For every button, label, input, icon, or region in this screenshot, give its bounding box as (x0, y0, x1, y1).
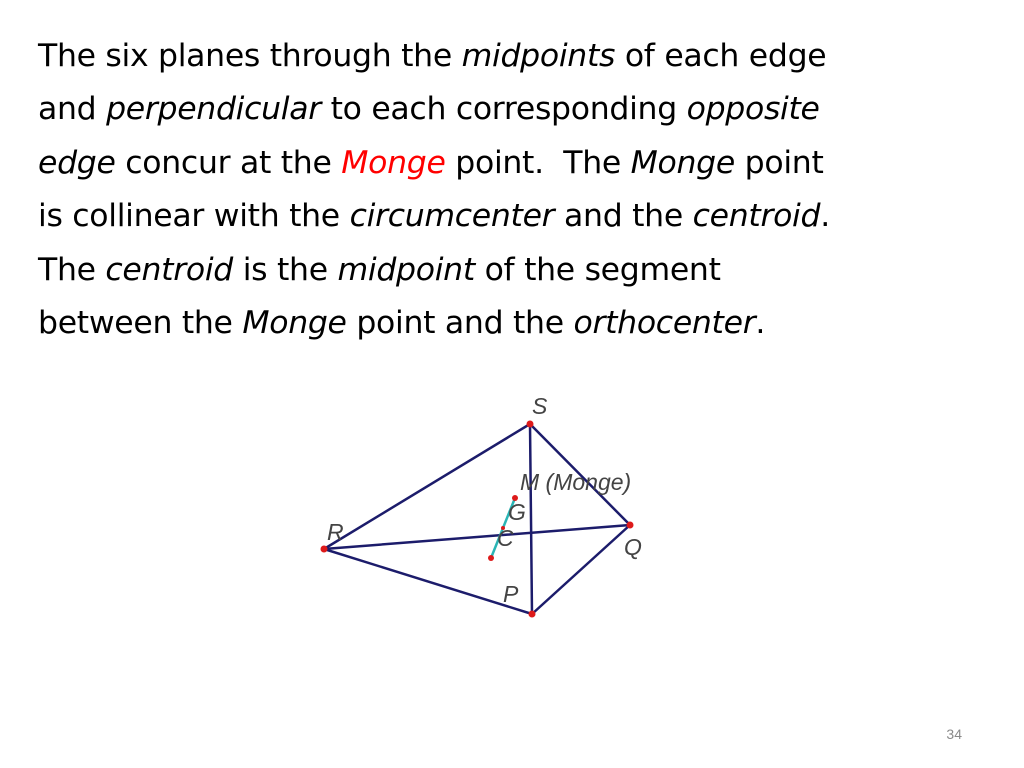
vertex-points (321, 421, 634, 618)
term-circumcenter: circumcenter (349, 198, 555, 235)
text-run: point and the (346, 304, 574, 341)
text-run: is the (233, 251, 338, 288)
tetrahedron-edges (324, 424, 630, 614)
point-p (529, 611, 536, 618)
text-run: point. The (445, 144, 631, 181)
label-q: Q (624, 534, 642, 560)
page-number: 34 (946, 726, 962, 742)
text-run: . (820, 198, 830, 235)
text-run: and the (554, 198, 693, 235)
text-run: of the segment (474, 251, 721, 288)
edge-pr (324, 549, 532, 614)
point-q (627, 522, 634, 529)
term-orthocenter: orthocenter (573, 304, 756, 341)
label-r: R (327, 519, 344, 545)
term-monge-highlighted: Monge (341, 144, 446, 181)
term-centroid: centroid (692, 198, 821, 235)
text-run: The (38, 251, 106, 288)
term-midpoint: midpoint (337, 251, 475, 288)
point-c (488, 555, 494, 561)
point-s (527, 421, 534, 428)
text-run: . (755, 304, 766, 341)
text-run: The six planes through the (38, 38, 462, 74)
edge-qp (532, 525, 630, 614)
point-r (321, 546, 328, 553)
text-run: to each corresponding (320, 91, 687, 128)
label-s: S (532, 393, 548, 419)
edge-sp (530, 424, 532, 614)
edge-rq (324, 525, 630, 549)
text-run: between the (38, 304, 243, 341)
term-monge: Monge (242, 304, 347, 341)
diagram-labels (327, 393, 642, 607)
term-opposite: opposite (686, 91, 820, 128)
label-g: G (508, 499, 526, 525)
text-run: is collinear with the (38, 198, 350, 235)
term-centroid: centroid (105, 251, 233, 288)
label-p: P (503, 581, 519, 607)
term-monge: Monge (630, 144, 735, 181)
text-run: point (734, 144, 824, 181)
term-midpoints: midpoints (461, 38, 616, 74)
term-perpendicular: perpendicular (106, 91, 321, 128)
label-m-monge: M (Monge) (520, 469, 632, 495)
text-run: concur at the (115, 144, 342, 181)
text-run: and (38, 91, 107, 128)
text-run: of each edge (615, 38, 827, 74)
label-c: C (497, 525, 514, 551)
term-edge: edge (38, 144, 116, 181)
